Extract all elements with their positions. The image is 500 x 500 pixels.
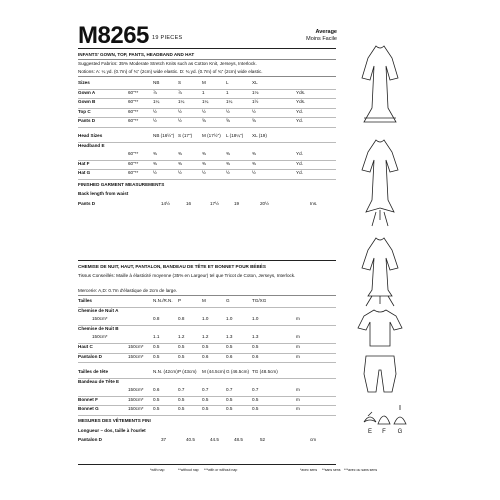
yardage-unit: m [296,396,300,402]
yardage-value: 1.3 [252,334,259,340]
fabric-width: 60"** [128,170,139,176]
view-label-e: E [367,429,373,435]
head-size-header-label: Tailles de tête [78,368,109,374]
fabric-width: 150cm* [128,406,144,412]
yardage-value: ½ [252,170,256,176]
pants-length-label: Pants D [78,200,96,206]
yardage-value: 0.5 [226,344,233,349]
yardage-value: ⅝ [226,118,230,123]
pants-length-unit: cm [310,437,317,443]
yardage-value: 1.2 [178,334,185,340]
size-header-cell: N.N./R.N. [153,298,173,303]
yardage-row-label: Pants D [78,118,96,123]
yardage-value: ⅜ [202,151,206,157]
gown-a-illustration [362,46,398,122]
back-length-label: Back length from waist [78,191,129,197]
yardage-value: 0.5 [153,344,160,349]
fabric-width: 150cm* [128,353,144,359]
fabric-width: 60"** [128,118,139,123]
fabric-width: 60"** [128,89,139,95]
head-size-header-cell: N.N. (42cm) [153,368,178,374]
hat-f-illustration [378,416,390,424]
row-separator [78,142,336,143]
row-separator [78,415,336,416]
headband-label: Bandeau de Tête E [78,378,120,384]
yardage-value: 0.5 [153,353,160,359]
yardage-value: ⅜ [202,160,206,166]
head-size-header-cell: L (18¼") [226,133,244,139]
yardage-value: ⅜ [178,151,182,157]
footnote: ***with or without nap [204,468,238,472]
pants-d-illustration [364,356,396,392]
pants-length-value: 16 [186,200,192,206]
yardage-value: 0.5 [252,396,259,402]
yardage-row-label: Pantalon D [78,353,102,359]
size-header-cell: M [202,298,206,303]
yardage-value: ⅜ [153,160,157,166]
yardage-value: 0.5 [178,396,185,402]
yardage-row-label: Chemise de Nuit A [78,307,119,313]
yardage-value: 0.5 [252,406,259,412]
yardage-value: 0.6 [226,353,233,359]
yardage-value: ⅝ [252,118,256,123]
head-size-header-cell: NB (16½") [153,133,175,139]
yardage-value: 0.5 [202,344,209,349]
yardage-value: 0.5 [153,406,160,412]
yardage-value: 1¼ [202,99,209,104]
yardage-value: ⅜ [226,151,230,157]
yardage-row-label: Gown A [78,89,96,95]
yardage-value: ⅜ [178,160,182,166]
hat-g-illustration [394,405,406,424]
yardage-row-label: Chemise de Nuit B [78,325,119,331]
yardage-value: 1¼ [153,99,160,104]
fr-title: CHEMISE DE NUIT, HAUT, PANTALON, BANDEAU DE TÊTE ET BONNET POUR BÉBÉS [78,264,266,269]
yardage-value: ½ [226,170,230,176]
footnote: **without nap [178,468,199,472]
pants-length-value: 14½ [161,200,170,206]
fabric-width: 60"** [128,99,139,104]
pants-length-label: Pantalon D [78,437,102,443]
en-fabrics: Suggested Fabrics: 35% Moderate Stretch Knits such as Cotton Knit, Jerseys, Interlock. [78,61,257,66]
yardage-unit: m [296,334,300,340]
yardage-value: 1 [202,89,205,95]
fabric-width: 150cm* [128,396,144,402]
head-size-header-cell: G (46.5cm) [226,368,249,374]
footnote: *avec sens [300,468,318,472]
fabric-width: 150cm* [128,387,144,393]
view-label-f: F [382,429,386,435]
yardage-value: ½ [202,108,206,114]
en-notions: Notions: A: ¼ yd. (0.7m) of ¾" (2cm) wide elastic. D: ¾ yd. (0.7m) of ¾" (2cm) wide elastic. [78,69,263,74]
yardage-value: 0.5 [252,344,259,349]
yardage-value: 1.1 [153,334,160,340]
yardage-value: 1.3 [226,334,233,340]
difficulty-en: Average [315,29,337,35]
fabric-width: 60"** [128,151,139,157]
yardage-value: 1⅛ [252,89,259,95]
pants-length-value: 44.5 [210,437,219,443]
pants-length-value: 20½ [260,200,269,206]
yardage-value: ⅜ [226,160,230,166]
yardage-value: ⅜ [252,160,256,166]
yardage-value: ⅜ [252,151,256,157]
yardage-value: 1¼ [226,99,233,104]
size-header-cell: L [226,80,229,85]
pants-length-value: 17½ [210,200,219,206]
yardage-unit: m [296,316,300,322]
pants-length-value: 19 [234,200,240,206]
head-size-header-cell: M (44.5cm) [202,368,226,374]
size-header-cell: TG/XG [252,298,267,303]
yardage-value: 0.8 [178,316,185,322]
finished-measurements-heading: FINISHED GARMENT MEASUREMENTS [78,181,165,187]
size-header-cell: NB [153,80,160,85]
yardage-value: 0.5 [178,353,185,359]
yardage-value: ½ [202,170,206,176]
yardage-value: 0.5 [178,344,185,349]
yardage-row-label: Hat G [78,170,91,176]
yardage-value: 0.5 [226,406,233,412]
yardage-value: ½ [178,118,182,123]
yardage-value: 0.7 [252,387,259,393]
yardage-row-label: Hat F [78,160,90,166]
yardage-row-label: Top C [78,108,91,114]
yardage-unit: Yd. [296,108,303,114]
pants-length-value: 37 [161,437,167,443]
head-size-header-cell: TG (48.5cm) [252,368,278,374]
yardage-value: ⅜ [153,151,157,157]
pants-length-value: 52 [260,437,266,443]
yardage-value: 0.5 [226,396,233,402]
yardage-row-label: Gown B [78,99,96,104]
head-size-header-label: Head Sizes [78,133,103,139]
yardage-value: 0.7 [202,387,209,393]
yardage-value: ⅝ [202,118,206,123]
yardage-unit: Yd. [296,160,303,166]
pants-length-unit: Ins. [310,200,318,206]
head-size-header-cell: M (17½") [202,133,221,139]
yardage-value: 1.0 [202,316,209,322]
fabric-width: 150cm* [92,334,108,340]
yardage-value: ½ [153,118,157,123]
yardage-value: 0.5 [202,396,209,402]
size-header-label: Tailles [78,298,92,303]
pants-length-value: 40.5 [186,437,195,443]
fabric-width: 60"** [128,160,139,166]
size-header-cell: P [178,298,182,303]
top-c-illustration [358,310,402,346]
yardage-value: 1¼ [178,99,185,104]
yardage-value: 0.6 [202,353,209,359]
footnote: **sans sens [322,468,341,472]
en-title: INFANTS' GOWN, TOP, PANTS, HEADBAND AND HAT [78,52,195,57]
yardage-value: 1.0 [226,316,233,322]
size-header-label: Sizes [78,80,90,85]
back-length-label: Longueur – dos, taille à l'ourlet [78,427,146,433]
yardage-value: 0.7 [226,387,233,393]
difficulty-fr: Moins Facile [306,36,337,42]
row-separator [78,127,336,128]
yardage-value: 0.7 [178,387,185,393]
yardage-value: 0.5 [153,396,160,402]
yardage-value: 1.2 [202,334,209,340]
fr-notions: Mercerie: A,D: 0.7m d'élastique de 2cm de large. [78,288,178,293]
yardage-unit: m [296,353,300,359]
fr-fabrics-1: Tissus Conseillés: Maille à élasticité moyenne (35% en Largeur) tel que Tricot de Coton, Jerseys, Interlock. [78,273,296,278]
yardage-value: 0.5 [202,406,209,412]
yardage-value: ½ [153,108,157,114]
yardage-value: 0.6 [252,353,259,359]
yardage-row-label: Bonnet G [78,406,99,412]
gown-b-illustration [362,140,398,226]
head-size-header-cell: XL (19) [252,133,267,139]
yardage-value: ½ [153,170,157,176]
yardage-value: 0.5 [178,406,185,412]
pattern-code: M8265 [78,22,149,49]
yardage-value: 0.8 [153,316,160,322]
size-header-cell: G [226,298,230,303]
row-separator [78,362,336,363]
yardage-value: 1.0 [252,316,259,322]
yardage-value: ⅞ [153,89,157,95]
view-label-g: G [397,429,403,435]
fabric-width: 60"** [128,108,139,114]
yardage-row-label: Bonnet F [78,396,98,402]
yardage-unit: m [296,387,300,393]
size-header-cell: S [178,80,182,85]
pieces-count: 19 PIECES [152,35,183,41]
yardage-value: ½ [178,170,182,176]
yardage-unit: m [296,406,300,412]
fabric-width: 150cm* [92,316,108,322]
yardage-value: ½ [226,108,230,114]
fabric-width: 150cm* [128,344,144,349]
yardage-unit: Yds. [296,99,306,104]
row-separator [78,179,336,180]
yardage-value: 1 [226,89,229,95]
yardage-unit: Yds. [296,89,306,95]
yardage-unit: Yd. [296,151,303,157]
yardage-unit: Yd. [296,170,303,176]
footnote: *with nap [150,468,165,472]
head-size-header-cell: P (43cm) [178,368,197,374]
yardage-value: 1½ [252,99,259,104]
size-header-cell: M [202,80,206,85]
yardage-value: 0.6 [153,387,160,393]
finished-measurements-heading: MESURES DES VÊTEMENTS FINI [78,417,151,423]
headband-e-illustration [364,412,376,422]
headband-label: Headband E [78,142,105,148]
yardage-unit: m [296,344,300,349]
gown-b-tied-illustration [362,238,398,306]
head-size-header-cell: S (17") [178,133,193,139]
size-header-cell: XL [252,80,258,85]
pants-length-value: 48.5 [234,437,243,443]
yardage-unit: Yd. [296,118,303,123]
yardage-value: ⅞ [178,89,182,95]
yardage-row-label: Haut C [78,344,93,349]
yardage-value: ½ [252,108,256,114]
footnote: ***avec ou sans sens [344,468,378,472]
yardage-value: ½ [178,108,182,114]
